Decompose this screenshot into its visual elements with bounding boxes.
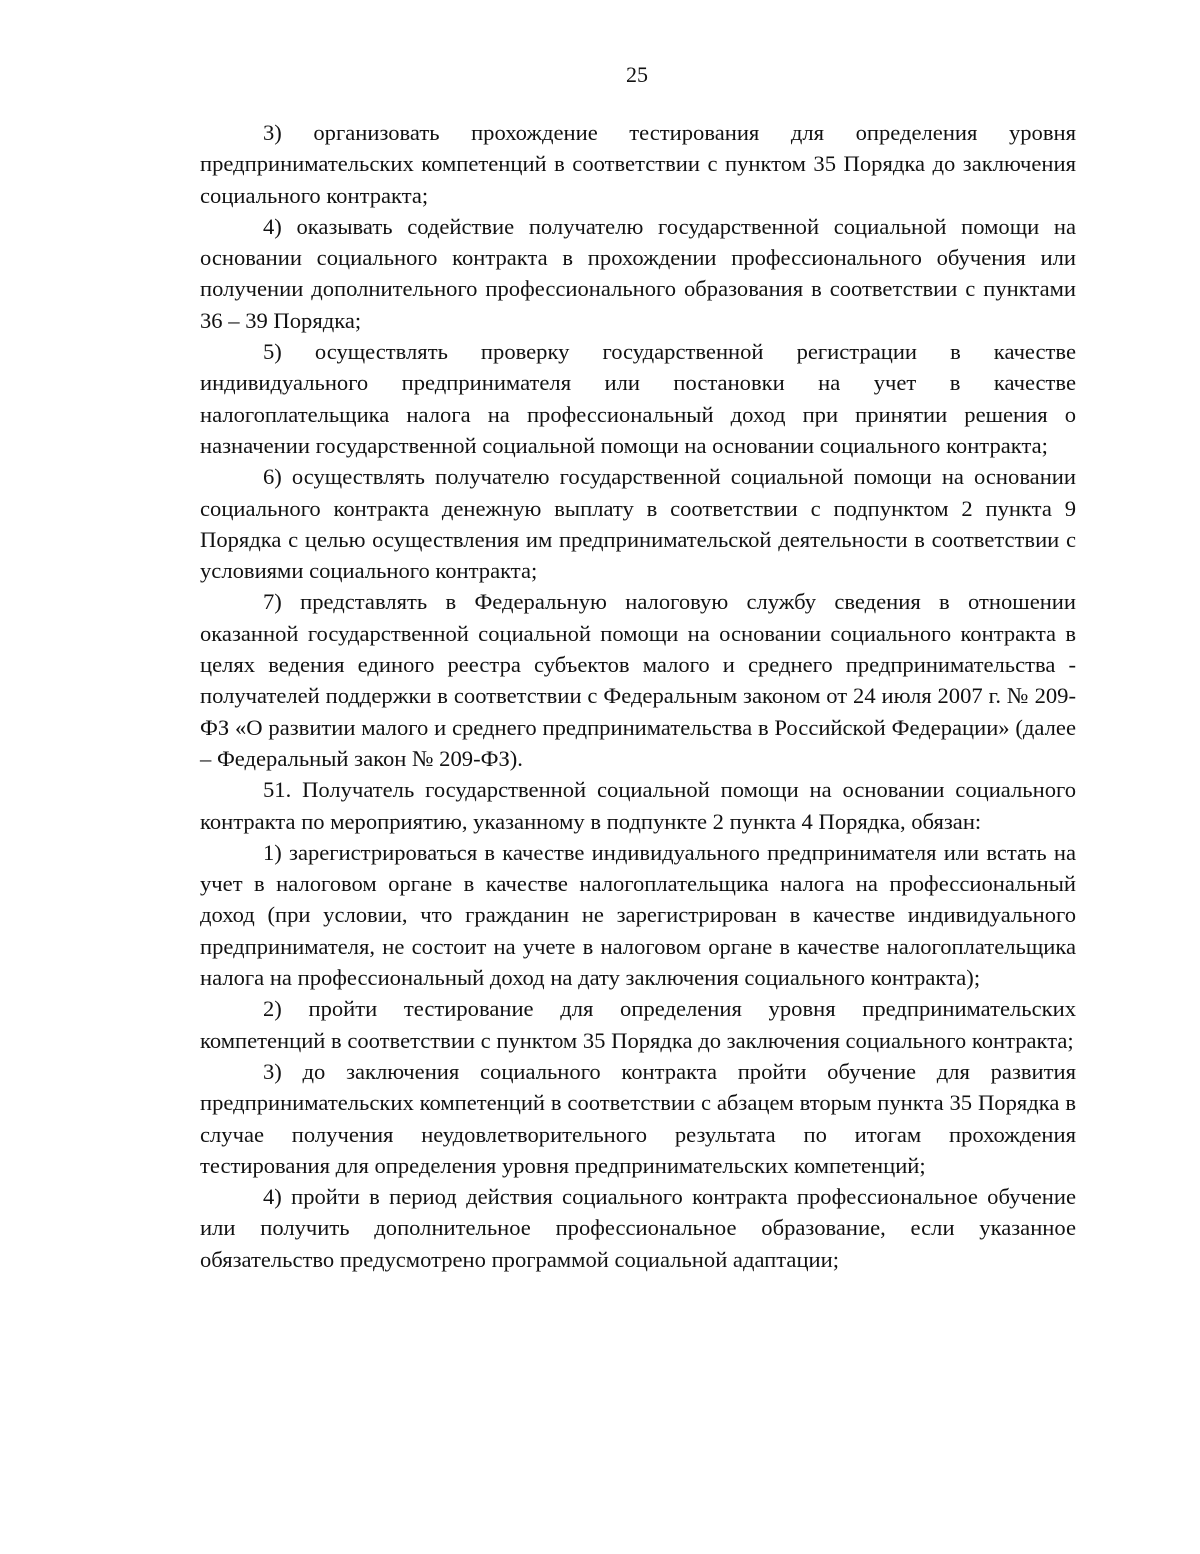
page-number: 25 (626, 62, 648, 87)
paragraph: 6) осуществлять получателю государственной социальной помощи на основании социального контракта денежную выплату в соответствии с подпунктом 2 пункта 9 Порядка с целью осуществления им предпринимательской деятельности в соответствии с условиями социального контракта; (200, 464, 1076, 584)
paragraph: 3) до заключения социального контракта пройти обучение для развития предпринимательских компетенций в соответствии с абзацем вторым пункта 35 Порядка в случае получения неудовлетворительного результата по итогам прохождения тестирования для определения уровня предпринимательских компетенций; (200, 1058, 1076, 1178)
paragraph: 3) организовать прохождение тестирования для определения уровня предпринимательских компетенций в соответствии с пунктом 35 Порядка до заключения социального контракта; (200, 120, 1076, 208)
paragraph: 4) пройти в период действия социального контракта профессиональное обучение или получить дополнительное профессиональное образование, если указанное обязательство предусмотрено программой социальной адаптации; (200, 1184, 1076, 1272)
paragraph: 2) пройти тестирование для определения уровня предпринимательских компетенций в соответствии с пунктом 35 Порядка до заключения социального контракта; (200, 996, 1076, 1053)
paragraph: 7) представлять в Федеральную налоговую службу сведения в отношении оказанной государственной социальной помощи на основании социального контракта в целях ведения единого реестра субъектов малого и среднего предпринимательства - получателей поддержки в соответствии с Федеральным законом от 24 июля 2007 г. № 209-ФЗ «О развитии малого и среднего предпринимательства в Российской Федерации» (далее – Федеральный закон № 209-ФЗ). (200, 589, 1076, 771)
paragraph: 1) зарегистрироваться в качестве индивидуального предпринимателя или встать на учет в налоговом органе в качестве налогоплательщика налога на профессиональный доход (при условии, что гражданин не зарегистрирован в качестве индивидуального предпринимателя, не состоит на учете в налоговом органе в качестве налогоплательщика налога на профессиональный доход на дату заключения социального контракта); (200, 839, 1076, 991)
paragraph: 5) осуществлять проверку государственной регистрации в качестве индивидуального предпринимателя или постановки на учет в качестве налогоплательщика налога на профессиональный доход при принятии решения о назначении государственной социальной помощи на основании социального контракта; (200, 339, 1076, 458)
paragraph: 51. Получатель государственной социальной помощи на основании социального контракта по мероприятию, указанному в подпункте 2 пункта 4 Порядка, обязан: (200, 777, 1076, 834)
document-body (200, 117, 1076, 1275)
paragraph: 4) оказывать содействие получателю государственной социальной помощи на основании социального контракта в прохождении профессионального обучения или получении дополнительного профессионального образования в соответствии с пунктами 36 – 39 Порядка; (200, 213, 1076, 333)
